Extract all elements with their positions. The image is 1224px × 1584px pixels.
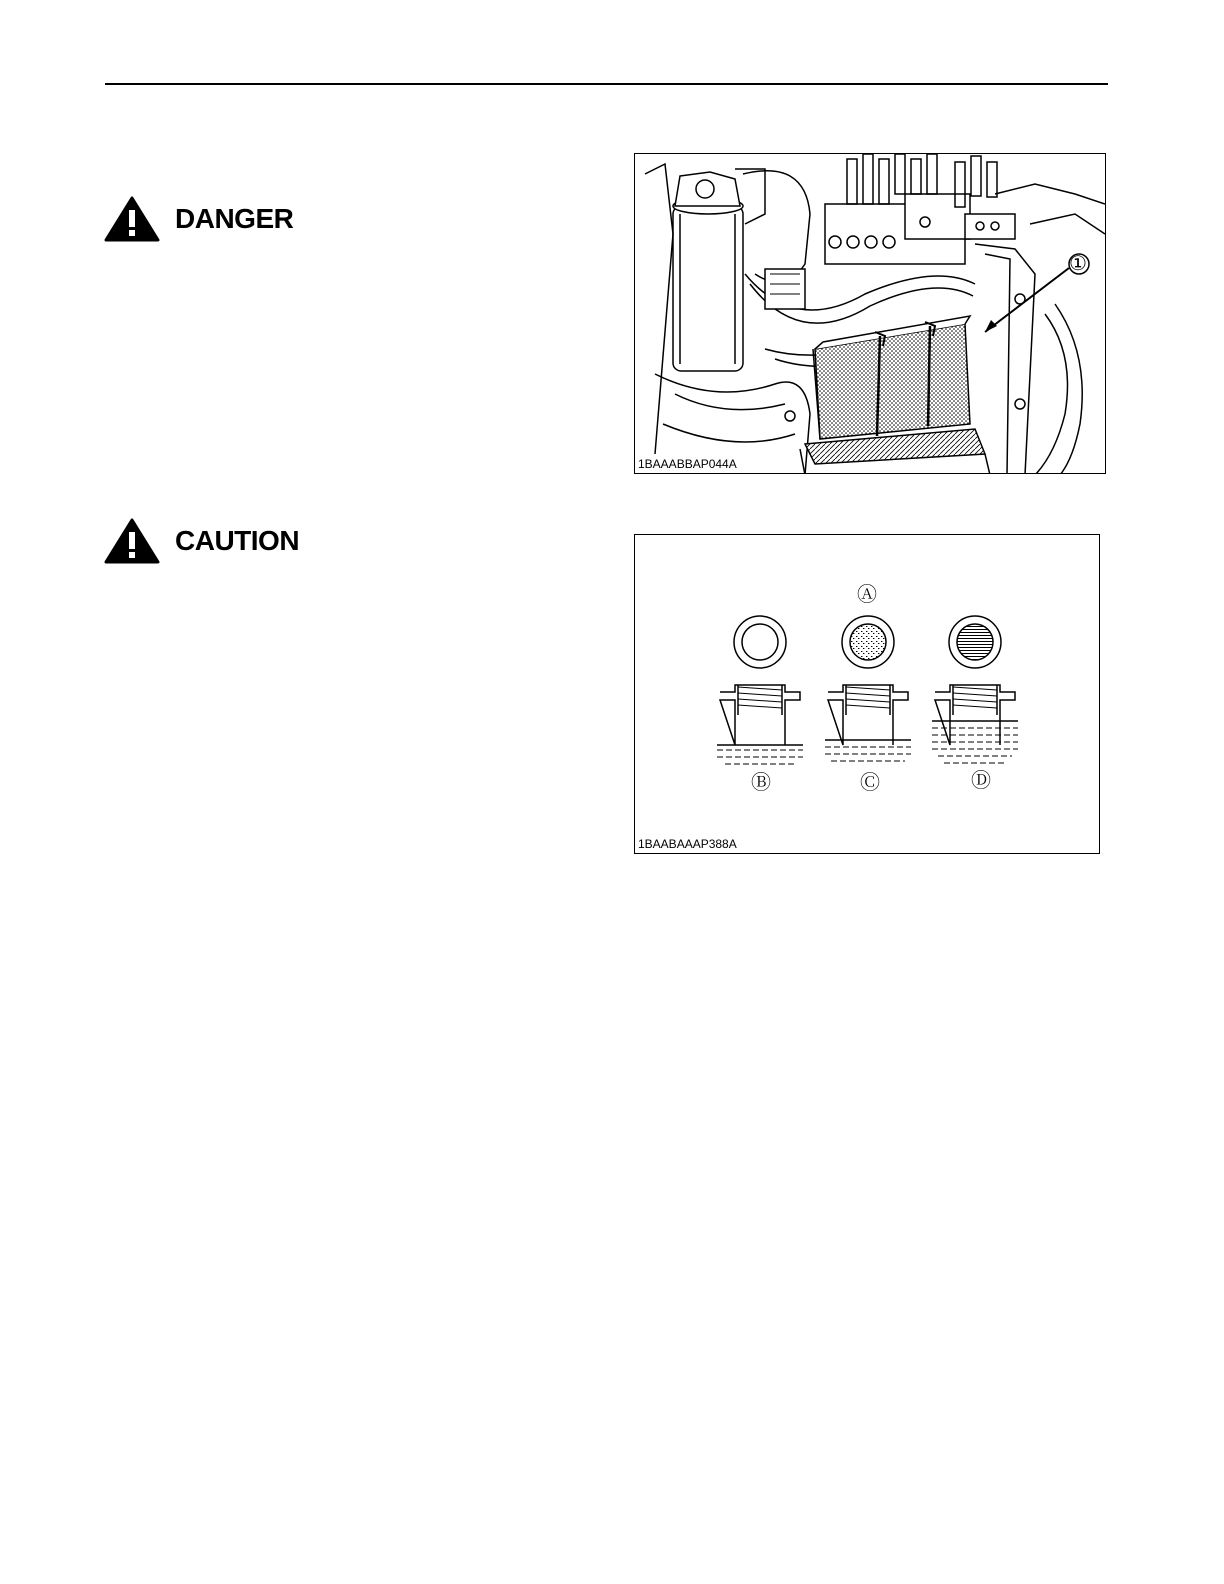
- figure-caption: 1BAAABBAP044A: [638, 457, 737, 471]
- header-rule: [105, 83, 1108, 85]
- callout-d: Ⓓ: [971, 770, 991, 792]
- callout-c: Ⓒ: [860, 772, 880, 794]
- battery-location-figure: [634, 153, 1106, 474]
- danger-label: DANGER: [175, 203, 294, 234]
- callout-b: Ⓑ: [751, 772, 771, 794]
- caution-notice: [104, 518, 299, 564]
- callout-a: Ⓐ: [857, 584, 877, 606]
- tractor-battery-illustration: [635, 154, 1106, 474]
- caution-label: CAUTION: [175, 525, 300, 556]
- figure-caption: 1BAABAAAP388A: [638, 837, 737, 851]
- danger-notice: [104, 196, 293, 242]
- warning-triangle-icon: [104, 196, 160, 242]
- battery-cell-level-diagram: [635, 535, 1100, 854]
- callout-1: ①: [1069, 253, 1087, 275]
- electrolyte-level-figure: [634, 534, 1100, 854]
- warning-triangle-icon: [104, 518, 160, 564]
